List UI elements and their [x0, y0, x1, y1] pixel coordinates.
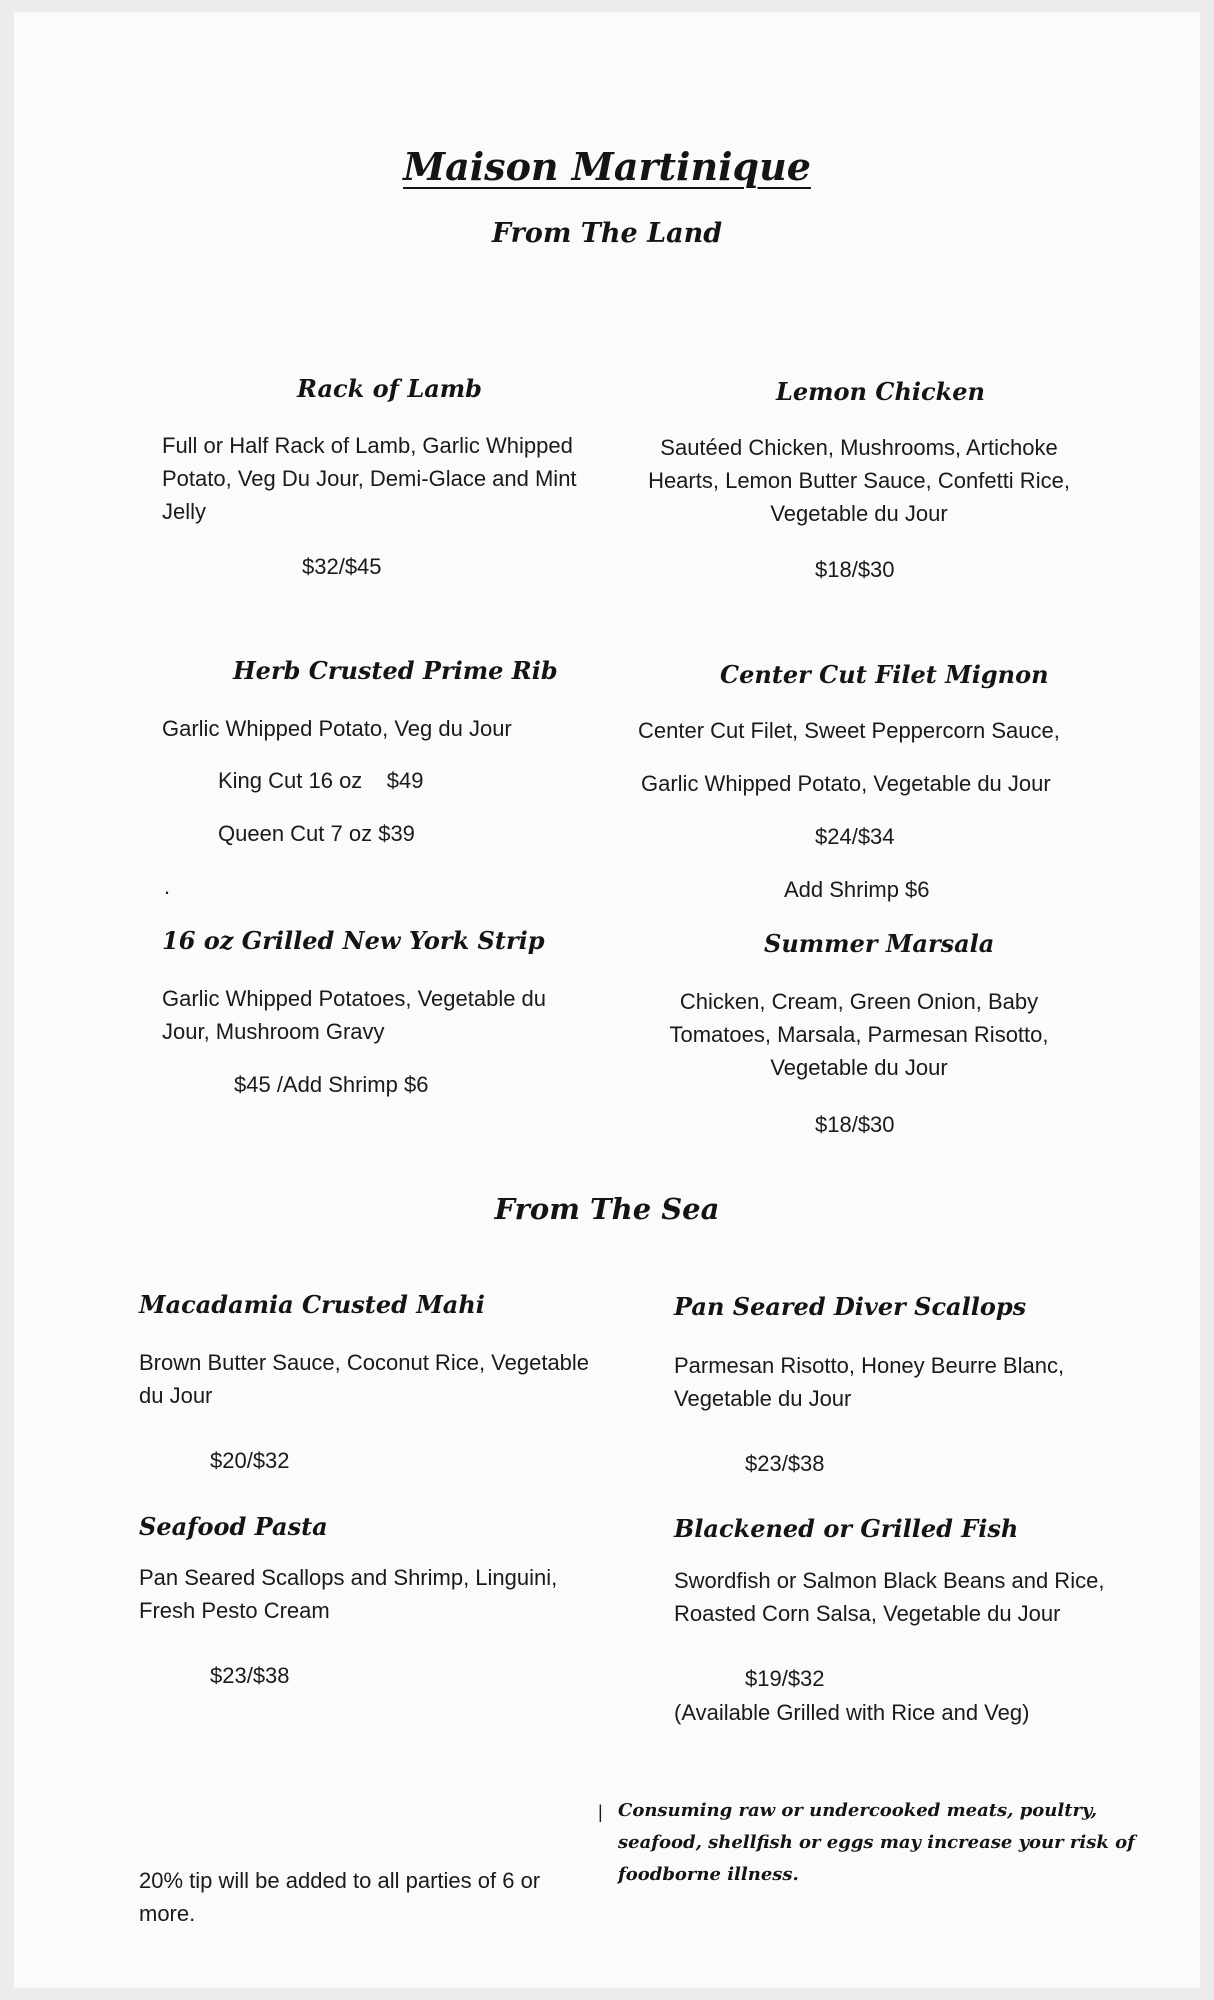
filet-mignon-line1: Center Cut Filet, Sweet Peppercorn Sauce, [638, 718, 1060, 743]
stray-bullet: . [164, 874, 171, 899]
prime-rib-description: Garlic Whipped Potato, Veg du Jour [162, 716, 512, 741]
scallops-price: $23/$38 [745, 1451, 825, 1476]
summer-marsala-price: $18/$30 [815, 1112, 895, 1137]
mahi-price: $20/$32 [210, 1448, 290, 1473]
prime-rib-king-cut: King Cut 16 oz $49 [218, 768, 424, 793]
prime-rib-name: Herb Crusted Prime Rib [233, 656, 558, 685]
sea-section-heading: From The Sea [494, 1192, 720, 1226]
rack-of-lamb-price: $32/$45 [302, 554, 382, 579]
mahi-name: Macadamia Crusted Mahi [139, 1290, 485, 1319]
notice-mark: | [598, 1802, 603, 1822]
summer-marsala-name: Summer Marsala [764, 929, 995, 958]
lemon-chicken-price: $18/$30 [815, 557, 895, 582]
ny-strip-name: 16 oz Grilled New York Strip [162, 926, 545, 955]
seafood-pasta-description: Pan Seared Scallops and Shrimp, Linguini, Fresh Pesto Cream [139, 1565, 558, 1623]
fish-description: Swordfish or Salmon Black Beans and Rice, Roasted Corn Salsa, Vegetable du Jour [674, 1568, 1105, 1626]
fish-note: (Available Grilled with Rice and Veg) [674, 1700, 1030, 1725]
filet-mignon-line2: Garlic Whipped Potato, Vegetable du Jour [641, 771, 1051, 796]
seafood-pasta-price: $23/$38 [210, 1663, 290, 1688]
restaurant-title: Maison Martinique [403, 144, 811, 189]
land-section-heading: From The Land [491, 218, 723, 249]
lemon-chicken-name: Lemon Chicken [776, 377, 985, 406]
foodborne-illness-notice: Consuming raw or undercooked meats, poultry, seafood, shellfish or eggs may increase your risk of foodborne illness. [618, 1800, 1135, 1885]
ny-strip-description: Garlic Whipped Potatoes, Vegetable du Jour, Mushroom Gravy [162, 986, 547, 1044]
scallops-name: Pan Seared Diver Scallops [674, 1292, 1027, 1321]
filet-mignon-addon: Add Shrimp $6 [784, 877, 930, 902]
seafood-pasta-name: Seafood Pasta [139, 1512, 328, 1541]
mahi-description: Brown Butter Sauce, Coconut Rice, Vegetable du Jour [139, 1350, 590, 1408]
prime-rib-queen-cut: Queen Cut 7 oz $39 [218, 821, 415, 846]
rack-of-lamb-name: Rack of Lamb [297, 374, 482, 403]
summer-marsala-description: Chicken, Cream, Green Onion, Baby Tomatoes, Marsala, Parmesan Risotto, Vegetable du Jour [669, 989, 1049, 1080]
lemon-chicken-description: Sautéed Chicken, Mushrooms, Artichoke Hearts, Lemon Butter Sauce, Confetti Rice, Vegetable du Jour [648, 435, 1070, 526]
filet-mignon-name: Center Cut Filet Mignon [720, 660, 1049, 689]
fish-price: $19/$32 [745, 1666, 825, 1691]
scallops-description: Parmesan Risotto, Honey Beurre Blanc, Vegetable du Jour [674, 1353, 1065, 1411]
fish-name: Blackened or Grilled Fish [674, 1514, 1019, 1543]
tip-policy: 20% tip will be added to all parties of 6 or more. [139, 1868, 541, 1926]
menu-page [14, 12, 1200, 1988]
rack-of-lamb-description: Full or Half Rack of Lamb, Garlic Whipped Potato, Veg Du Jour, Demi-Glace and Mint Jelly [162, 433, 577, 524]
filet-mignon-price: $24/$34 [815, 824, 895, 849]
ny-strip-price: $45 /Add Shrimp $6 [234, 1072, 429, 1097]
